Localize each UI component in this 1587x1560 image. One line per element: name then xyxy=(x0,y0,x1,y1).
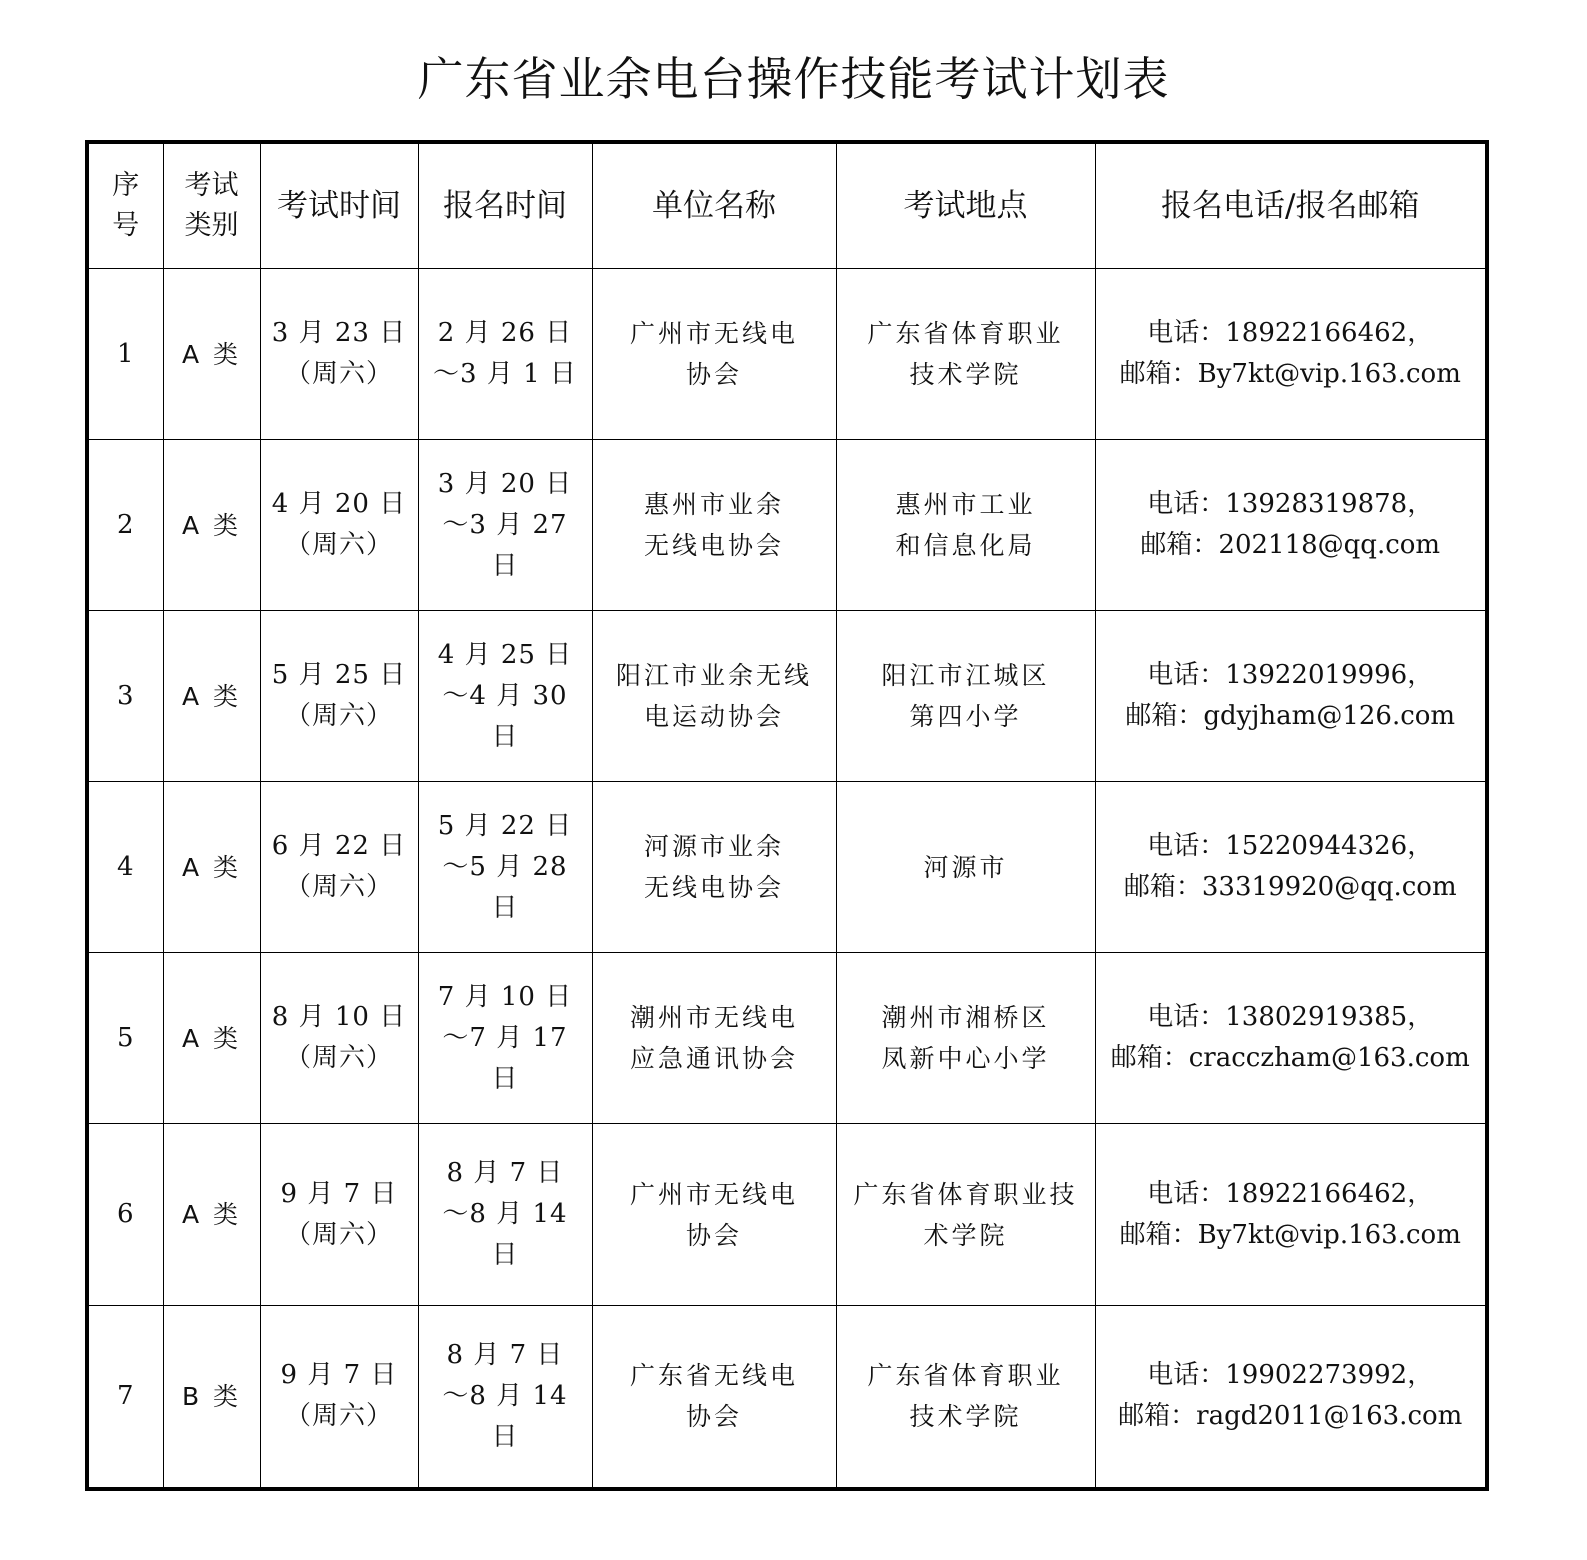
cell-category: A 类 xyxy=(163,440,260,611)
contact-phone: 电话：18922166462， xyxy=(1147,1178,1434,1209)
cell-seq: 3 xyxy=(87,611,163,782)
org-line: 阳江市业余无线 xyxy=(615,661,812,690)
cell-contact xyxy=(1095,440,1487,611)
cell-location xyxy=(836,611,1095,782)
location-line: 广东省体育职业技 xyxy=(853,1179,1078,1209)
location-line: 广东省体育职业 xyxy=(867,319,1064,348)
cell-exam-time xyxy=(260,611,418,782)
header-row xyxy=(87,142,1487,269)
contact-phone: 电话：13922019996， xyxy=(1147,660,1434,690)
table-header xyxy=(87,142,1487,269)
table-row xyxy=(87,782,1487,953)
header-seq-line-2: 号 xyxy=(112,210,140,241)
contact-email: 邮箱：cracczham@163.com xyxy=(1110,1043,1470,1073)
cell-org xyxy=(592,782,836,953)
cell-org xyxy=(592,440,836,611)
reg-time-line: 5 月 22 日 xyxy=(437,810,573,841)
cell-location xyxy=(836,953,1095,1124)
table-row xyxy=(87,953,1487,1124)
header-category-line-2: 类别 xyxy=(184,210,239,241)
org-line: 广东省无线电 xyxy=(629,1361,798,1391)
cell-seq: 1 xyxy=(87,269,163,440)
cell-seq: 6 xyxy=(87,1124,163,1306)
exam-time-line: （周六） xyxy=(284,1401,393,1432)
exam-time-line: （周六） xyxy=(284,1043,393,1073)
cell-reg-time xyxy=(418,1124,592,1306)
table-row xyxy=(87,1124,1487,1306)
reg-time-line: ～5 月 28 日 xyxy=(442,851,568,923)
exam-time-line: （周六） xyxy=(284,1219,393,1250)
org-line: 潮州市无线电 xyxy=(629,1003,798,1032)
reg-time-line: 8 月 7 日 xyxy=(446,1339,564,1370)
cell-contact xyxy=(1095,953,1487,1124)
location-line: 和信息化局 xyxy=(895,531,1036,560)
contact-phone: 电话：19902273992， xyxy=(1147,1360,1434,1391)
cell-reg-time xyxy=(418,611,592,782)
exam-time-line: 3 月 23 日 xyxy=(271,318,407,348)
org-line: 协会 xyxy=(685,1402,742,1432)
table-row xyxy=(87,611,1487,782)
page-title: 广东省业余电台操作技能考试计划表 xyxy=(417,52,1170,106)
contact-email: 邮箱：ragd2011@163.com xyxy=(1118,1401,1463,1432)
contact-email: 邮箱：By7kt@vip.163.com xyxy=(1119,359,1461,389)
cell-org xyxy=(592,953,836,1124)
exam-time-line: （周六） xyxy=(284,872,393,902)
cell-exam-time xyxy=(260,782,418,953)
cell-category: A 类 xyxy=(163,1124,260,1306)
cell-category: A 类 xyxy=(163,611,260,782)
cell-exam-time xyxy=(260,1306,418,1489)
location-line: 技术学院 xyxy=(909,360,1022,389)
reg-time-line: ～4 月 30 日 xyxy=(442,680,568,752)
exam-time-line: （周六） xyxy=(284,359,393,389)
org-line: 应急通讯协会 xyxy=(629,1044,798,1073)
cell-exam-time xyxy=(260,440,418,611)
cell-location xyxy=(836,269,1095,440)
header-org: 单位名称 xyxy=(592,142,836,269)
cell-seq: 7 xyxy=(87,1306,163,1489)
location-line: 惠州市工业 xyxy=(895,490,1036,519)
reg-time-line: 4 月 25 日 xyxy=(437,639,573,670)
cell-contact xyxy=(1095,269,1487,440)
reg-time-line: 2 月 26 日 xyxy=(437,318,573,348)
cell-location xyxy=(836,782,1095,953)
org-line: 河源市业余 xyxy=(643,832,784,861)
cell-exam-time xyxy=(260,953,418,1124)
exam-plan-table xyxy=(85,140,1489,1491)
location-line: 术学院 xyxy=(923,1220,1008,1250)
reg-time-line: 8 月 7 日 xyxy=(446,1158,564,1188)
reg-time-line: ～7 月 17 日 xyxy=(442,1022,568,1094)
contact-phone: 电话：18922166462， xyxy=(1147,318,1434,348)
header-seq xyxy=(87,142,163,269)
cell-reg-time xyxy=(418,440,592,611)
org-line: 惠州市业余 xyxy=(643,490,784,519)
org-line: 电运动协会 xyxy=(643,702,784,731)
header-category xyxy=(163,142,260,269)
header-category-line-1: 考试 xyxy=(184,170,239,201)
location-line: 凤新中心小学 xyxy=(881,1044,1050,1073)
location-line: 阳江市江城区 xyxy=(881,661,1050,690)
cell-org xyxy=(592,611,836,782)
cell-reg-time xyxy=(418,1306,592,1489)
table-body xyxy=(87,269,1487,1489)
reg-time-line: ～8 月 14 日 xyxy=(442,1199,568,1270)
exam-time-line: （周六） xyxy=(284,530,393,560)
reg-time-line: ～8 月 14 日 xyxy=(442,1380,568,1452)
exam-time-line: 6 月 22 日 xyxy=(271,831,407,861)
cell-contact xyxy=(1095,1124,1487,1306)
header-reg-time: 报名时间 xyxy=(418,142,592,269)
org-line: 无线电协会 xyxy=(643,531,784,560)
exam-time-line: 9 月 7 日 xyxy=(280,1178,398,1209)
cell-contact xyxy=(1095,1306,1487,1489)
reg-time-line: ～3 月 27 日 xyxy=(442,509,568,581)
exam-time-line: （周六） xyxy=(284,701,393,731)
cell-location xyxy=(836,440,1095,611)
reg-time-line: 3 月 20 日 xyxy=(437,468,573,499)
cell-seq: 5 xyxy=(87,953,163,1124)
header-contact: 报名电话/报名邮箱 xyxy=(1095,142,1487,269)
contact-email: 邮箱：202118@qq.com xyxy=(1140,530,1441,560)
org-line: 广州市无线电 xyxy=(629,319,798,348)
cell-category: A 类 xyxy=(163,782,260,953)
reg-time-line: 7 月 10 日 xyxy=(437,981,573,1012)
exam-time-line: 9 月 7 日 xyxy=(280,1360,398,1391)
location-line: 河源市 xyxy=(923,852,1008,882)
contact-email: 邮箱：By7kt@vip.163.com xyxy=(1119,1219,1461,1250)
contact-email: 邮箱：33319920@qq.com xyxy=(1123,872,1457,902)
cell-exam-time xyxy=(260,1124,418,1306)
cell-contact xyxy=(1095,782,1487,953)
cell-category: B 类 xyxy=(163,1306,260,1489)
cell-exam-time xyxy=(260,269,418,440)
contact-phone: 电话：13928319878， xyxy=(1147,489,1434,519)
location-line: 潮州市湘桥区 xyxy=(881,1003,1050,1032)
cell-reg-time xyxy=(418,782,592,953)
exam-time-line: 8 月 10 日 xyxy=(271,1002,407,1032)
org-line: 协会 xyxy=(685,1220,742,1250)
org-line: 协会 xyxy=(685,360,742,389)
cell-category: A 类 xyxy=(163,269,260,440)
table-row xyxy=(87,440,1487,611)
header-exam-time: 考试时间 xyxy=(260,142,418,269)
exam-time-line: 5 月 25 日 xyxy=(271,660,407,690)
reg-time-line: ～3 月 1 日 xyxy=(433,359,577,389)
cell-reg-time xyxy=(418,269,592,440)
cell-org xyxy=(592,1124,836,1306)
contact-phone: 电话：15220944326， xyxy=(1147,831,1434,861)
header-seq-line-1: 序 xyxy=(112,170,140,201)
location-line: 第四小学 xyxy=(909,702,1022,731)
location-line: 技术学院 xyxy=(909,1402,1022,1432)
table-row xyxy=(87,1306,1487,1489)
cell-category: A 类 xyxy=(163,953,260,1124)
org-line: 无线电协会 xyxy=(643,873,784,902)
contact-phone: 电话：13802919385， xyxy=(1147,1002,1434,1032)
contact-email: 邮箱：gdyjham@126.com xyxy=(1125,701,1456,731)
cell-org xyxy=(592,269,836,440)
cell-seq: 4 xyxy=(87,782,163,953)
cell-org xyxy=(592,1306,836,1489)
cell-reg-time xyxy=(418,953,592,1124)
exam-time-line: 4 月 20 日 xyxy=(271,489,407,519)
cell-contact xyxy=(1095,611,1487,782)
location-line: 广东省体育职业 xyxy=(867,1361,1064,1391)
cell-location xyxy=(836,1306,1095,1489)
table-row xyxy=(87,269,1487,440)
cell-seq: 2 xyxy=(87,440,163,611)
cell-location xyxy=(836,1124,1095,1306)
header-location: 考试地点 xyxy=(836,142,1095,269)
org-line: 广州市无线电 xyxy=(629,1179,798,1209)
